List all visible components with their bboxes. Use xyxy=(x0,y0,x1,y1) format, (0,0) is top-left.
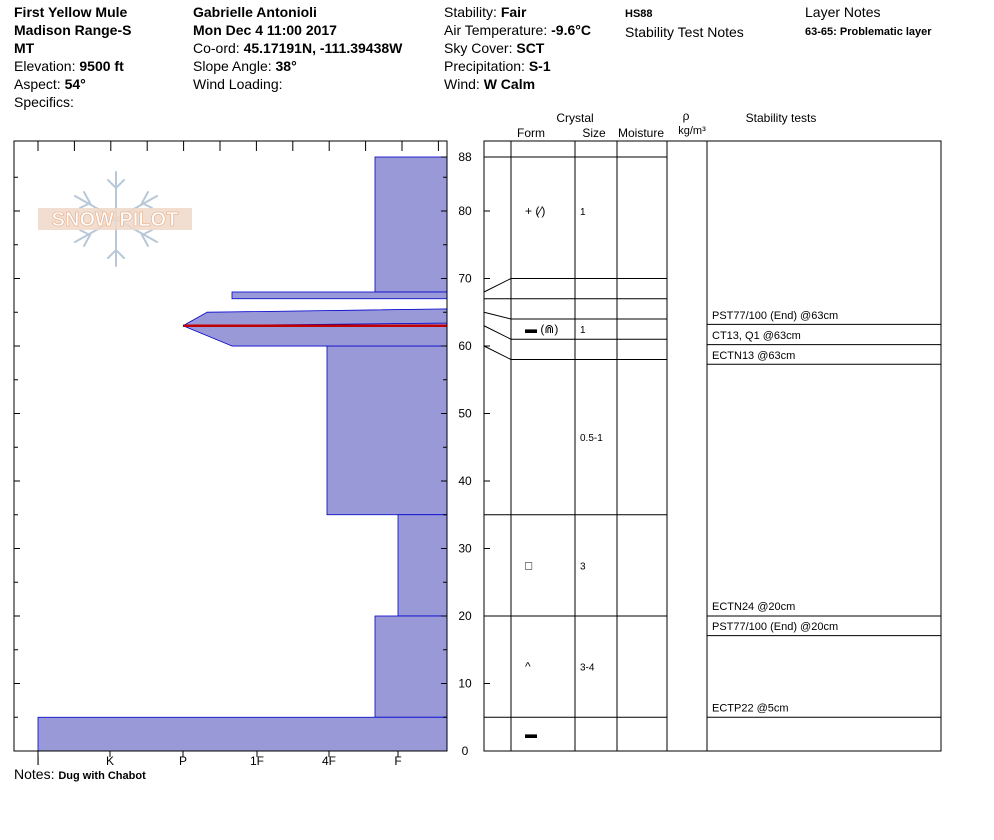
hardness-layers xyxy=(38,157,447,751)
crystal-size: 1 xyxy=(580,325,586,337)
slope-label: Slope Angle: xyxy=(193,58,276,74)
layer-note: 63-65: Problematic layer xyxy=(805,26,932,38)
stability-tests-table xyxy=(707,141,941,751)
hardness-tick-label: 4F xyxy=(321,754,337,768)
hardness-layer-1 xyxy=(232,292,447,299)
hardness-tick-label: F xyxy=(394,754,402,768)
notes-value: Dug with Chabot xyxy=(58,770,146,782)
stability-tests-header: Stability tests xyxy=(745,111,817,125)
density-unit-header: kg/m³ xyxy=(678,125,706,137)
stability-test-label: PST77/100 (End) @20cm xyxy=(712,621,839,633)
depth-tick-label: 60 xyxy=(458,339,472,353)
hardness-layer-6 xyxy=(375,616,447,717)
site-name: First Yellow Mule xyxy=(14,4,128,20)
stability-label: Stability: xyxy=(444,4,501,20)
hardness-tick-label: I xyxy=(36,754,40,768)
depth-tick-label: 70 xyxy=(458,271,472,286)
hs-value: HS88 xyxy=(625,8,653,20)
crystal-form: ^ xyxy=(525,659,531,674)
form-header: Form xyxy=(517,126,545,140)
coord-label: Co-ord: xyxy=(193,40,244,56)
stability-test-label: ECTN13 @63cm xyxy=(712,349,796,362)
crystal-table-frame xyxy=(484,141,707,751)
crystal-size: 3-4 xyxy=(580,662,595,674)
depth-tick-label: 80 xyxy=(458,204,472,218)
logo-text: SNOW PILOT xyxy=(51,209,179,231)
wind-label: Wind: xyxy=(444,76,484,92)
stability-value: Fair xyxy=(500,4,527,20)
crystal-form: ▬ (⋒) xyxy=(525,322,559,337)
coord-value: 45.17191N, -111.39438W xyxy=(243,40,403,56)
sky-value: SCT xyxy=(516,40,545,56)
depth-connector xyxy=(484,346,511,360)
moisture-header: Moisture xyxy=(617,126,665,140)
notes xyxy=(14,766,146,782)
slope-value: 38° xyxy=(275,58,297,74)
crystal-header: Crystal xyxy=(556,111,594,125)
range-name: Madison Range-S xyxy=(14,22,132,38)
depth-tick-label: 20 xyxy=(458,609,472,623)
crystal-size: 1 xyxy=(580,207,586,218)
depth-tick-label: 88 xyxy=(458,150,472,164)
crystal-size: 3 xyxy=(580,561,586,573)
air-temp-label: Air Temperature: xyxy=(444,22,552,38)
stability-notes-title: Stability Test Notes xyxy=(625,24,744,40)
precip-value: S-1 xyxy=(528,58,551,74)
depth-connector xyxy=(484,279,511,293)
stability-test-label: ECTP22 @5cm xyxy=(712,702,789,715)
hardness-layer-0 xyxy=(375,157,447,292)
hardness-layer-4 xyxy=(327,346,447,515)
hardness-wedge-lower xyxy=(183,326,447,346)
crystal-form: □ xyxy=(525,558,533,573)
stability-test-label: ECTN24 @20cm xyxy=(712,601,796,613)
specifics-label: Specifics: xyxy=(14,94,74,110)
depth-tick-label: 30 xyxy=(458,541,472,556)
elevation-value: 9500 ft xyxy=(79,58,124,74)
hardness-tick-label: 1F xyxy=(249,754,265,768)
hardness-wedge-upper xyxy=(183,309,447,326)
hardness-layer-5 xyxy=(398,515,447,616)
state-name: MT xyxy=(14,40,35,56)
wind-loading-label: Wind Loading: xyxy=(193,76,283,92)
crystal-table xyxy=(484,141,707,751)
crystal-column-headers xyxy=(517,109,816,140)
sky-label: Sky Cover: xyxy=(444,40,517,56)
hardness-layer-7 xyxy=(38,717,447,751)
depth-connector xyxy=(484,326,511,340)
aspect-value: 54° xyxy=(64,76,86,92)
crystal-form: + (⁄) xyxy=(525,204,546,218)
precip-label: Precipitation: xyxy=(444,58,529,74)
rho-header: ρ xyxy=(682,109,690,123)
crystal-size: 0.5-1 xyxy=(580,433,603,445)
depth-tick-label: 0 xyxy=(461,744,469,758)
stability-table-frame xyxy=(707,141,941,751)
depth-connector xyxy=(484,312,511,319)
depth-tick-label: 10 xyxy=(458,676,472,691)
crystal-form: ▬ xyxy=(525,727,537,742)
hardness-tick-label: K xyxy=(105,754,115,768)
aspect-label: Aspect: xyxy=(14,76,65,92)
elevation-label: Elevation: xyxy=(14,58,80,74)
observer-name: Gabrielle Antonioli xyxy=(193,4,317,20)
snowpilot-logo xyxy=(38,172,192,266)
observation-datetime: Mon Dec 4 11:00 2017 xyxy=(193,22,337,38)
notes-label: Notes: xyxy=(14,766,59,782)
stability-test-label: PST77/100 (End) @63cm xyxy=(712,309,839,322)
hardness-tick-label: P xyxy=(178,754,188,768)
depth-tick-label: 50 xyxy=(458,406,472,421)
layer-notes-title: Layer Notes xyxy=(805,4,881,20)
depth-tick-label: 40 xyxy=(458,474,472,488)
depth-axis xyxy=(441,150,490,758)
wind-value: W Calm xyxy=(483,76,536,92)
air-temp-value: -9.6°C xyxy=(551,22,591,38)
size-header: Size xyxy=(582,126,606,140)
stability-test-label: CT13, Q1 @63cm xyxy=(712,329,801,342)
